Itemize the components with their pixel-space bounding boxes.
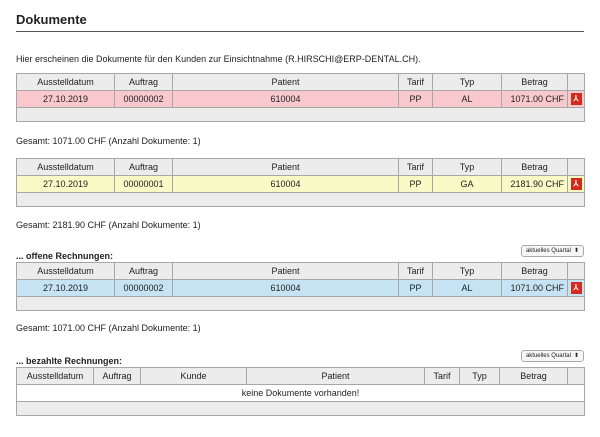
col-typ: Typ bbox=[460, 368, 500, 385]
cell-tarif: PP bbox=[399, 176, 433, 193]
col-patient: Patient bbox=[173, 263, 399, 280]
table-footer bbox=[17, 402, 585, 416]
col-patient: Patient bbox=[247, 368, 425, 385]
col-ausstelldatum: Ausstelldatum bbox=[17, 368, 94, 385]
intro-text: Hier erscheinen die Dokumente für den Kunden zur Einsichtnahme (R.HIRSCHI@ERP-DENTAL.CH). bbox=[16, 54, 421, 64]
cell-typ: AL bbox=[433, 280, 502, 297]
page-title: Dokumente bbox=[16, 12, 87, 27]
col-betrag: Betrag bbox=[502, 74, 568, 91]
col-auftrag: Auftrag bbox=[115, 159, 173, 176]
col-kunde: Kunde bbox=[141, 368, 247, 385]
title-divider bbox=[16, 31, 584, 32]
pdf-icon[interactable]: ⅄ bbox=[571, 178, 582, 190]
cell-patient: 610004 bbox=[173, 176, 399, 193]
empty-message: keine Dokumente vorhanden! bbox=[17, 385, 585, 402]
cell-tarif: PP bbox=[399, 91, 433, 108]
total-text: Gesamt: 2181.90 CHF (Anzahl Dokumente: 1) bbox=[16, 220, 201, 230]
col-tarif: Tarif bbox=[425, 368, 460, 385]
col-patient: Patient bbox=[173, 159, 399, 176]
col-patient: Patient bbox=[173, 74, 399, 91]
open-invoices-table bbox=[16, 262, 585, 311]
table-row[interactable] bbox=[17, 91, 585, 108]
col-ausstelldatum: Ausstelldatum bbox=[17, 74, 115, 91]
cell-order: 00000002 bbox=[115, 280, 173, 297]
table-footer bbox=[17, 108, 585, 122]
cell-date: 27.10.2019 bbox=[17, 280, 115, 297]
cell-order: 00000002 bbox=[115, 91, 173, 108]
col-ausstelldatum: Ausstelldatum bbox=[17, 263, 115, 280]
table-row[interactable] bbox=[17, 280, 585, 297]
col-typ: Typ bbox=[433, 74, 502, 91]
cell-amount: 2181.90 CHF bbox=[502, 176, 568, 193]
total-text: Gesamt: 1071.00 CHF (Anzahl Dokumente: 1) bbox=[16, 323, 201, 333]
cell-patient: 610004 bbox=[173, 280, 399, 297]
cell-date: 27.10.2019 bbox=[17, 176, 115, 193]
documents-table-2 bbox=[16, 158, 585, 207]
col-auftrag: Auftrag bbox=[94, 368, 141, 385]
col-betrag: Betrag bbox=[500, 368, 568, 385]
cell-date: 27.10.2019 bbox=[17, 91, 115, 108]
col-tarif: Tarif bbox=[399, 74, 433, 91]
cell-typ: AL bbox=[433, 91, 502, 108]
col-betrag: Betrag bbox=[502, 159, 568, 176]
paid-invoices-period-select[interactable]: aktuelles Quartal ⬍ bbox=[521, 350, 584, 362]
cell-order: 00000001 bbox=[115, 176, 173, 193]
cell-typ: GA bbox=[433, 176, 502, 193]
cell-tarif: PP bbox=[399, 280, 433, 297]
col-typ: Typ bbox=[433, 263, 502, 280]
pdf-icon[interactable]: ⅄ bbox=[571, 282, 582, 294]
col-tarif: Tarif bbox=[399, 263, 433, 280]
col-typ: Typ bbox=[433, 159, 502, 176]
open-invoices-period-select[interactable]: aktuelles Quartal ⬍ bbox=[521, 245, 584, 257]
table-row[interactable] bbox=[17, 176, 585, 193]
col-auftrag: Auftrag bbox=[115, 263, 173, 280]
documents-table-1 bbox=[16, 73, 585, 122]
cell-amount: 1071.00 CHF bbox=[502, 91, 568, 108]
total-text: Gesamt: 1071.00 CHF (Anzahl Dokumente: 1) bbox=[16, 136, 201, 146]
paid-invoices-title: ... bezahlte Rechnungen: bbox=[16, 356, 123, 366]
open-invoices-title: ... offene Rechnungen: bbox=[16, 251, 114, 261]
paid-invoices-table bbox=[16, 367, 585, 416]
table-footer bbox=[17, 193, 585, 207]
col-ausstelldatum: Ausstelldatum bbox=[17, 159, 115, 176]
table-footer bbox=[17, 297, 585, 311]
cell-amount: 1071.00 CHF bbox=[502, 280, 568, 297]
col-auftrag: Auftrag bbox=[115, 74, 173, 91]
col-tarif: Tarif bbox=[399, 159, 433, 176]
pdf-icon[interactable]: ⅄ bbox=[571, 93, 582, 105]
cell-patient: 610004 bbox=[173, 91, 399, 108]
col-betrag: Betrag bbox=[502, 263, 568, 280]
